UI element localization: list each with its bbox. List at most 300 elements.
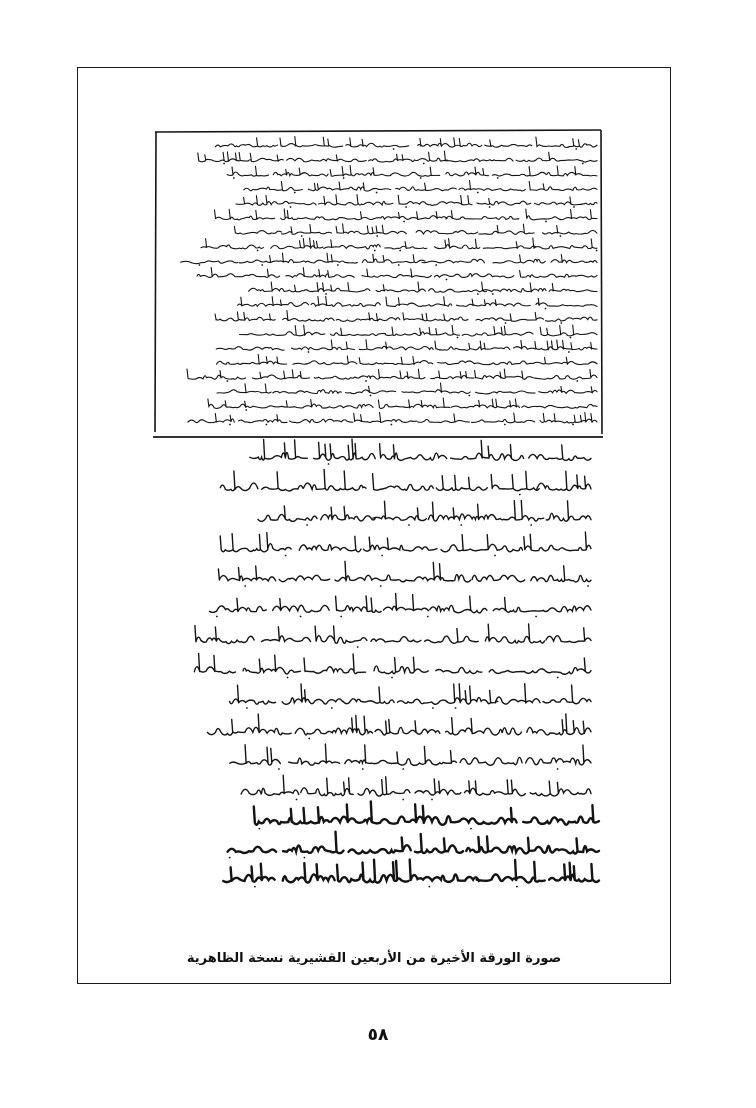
handwriting-stroke xyxy=(273,390,342,394)
handwriting-stroke xyxy=(530,781,591,796)
handwriting-stroke xyxy=(526,745,591,765)
handwriting-dot xyxy=(199,264,201,266)
handwriting-stroke xyxy=(479,224,534,234)
handwriting-stroke xyxy=(526,209,597,220)
handwriting-stroke xyxy=(389,804,451,825)
handwriting-dot xyxy=(568,351,570,353)
handwriting-stroke xyxy=(385,325,459,335)
handwriting-dot xyxy=(446,279,448,281)
handwriting-stroke xyxy=(436,476,487,491)
handwriting-stroke xyxy=(390,167,440,176)
handwriting-stroke xyxy=(295,716,372,735)
handwriting-dot xyxy=(576,380,578,382)
handwriting-dot xyxy=(557,768,559,770)
handwriting-stroke xyxy=(273,168,328,176)
handwriting-stroke xyxy=(495,684,540,704)
handwriting-stroke xyxy=(533,238,597,249)
handwriting-stroke xyxy=(546,501,591,521)
handwriting-stroke xyxy=(188,414,235,423)
handwriting-stroke xyxy=(319,195,393,205)
handwriting-stroke xyxy=(429,289,487,293)
handwriting-stroke xyxy=(308,182,390,191)
handwriting-stroke xyxy=(446,684,498,704)
handwriting-dot xyxy=(432,707,434,709)
handwriting-stroke xyxy=(370,369,425,379)
handwriting-stroke xyxy=(380,444,447,461)
handwriting-stroke xyxy=(534,197,597,205)
handwriting-dot xyxy=(304,857,306,859)
handwriting-stroke xyxy=(529,445,591,460)
handwriting-stroke xyxy=(551,255,597,263)
handwriting-stroke xyxy=(315,626,367,643)
handwriting-stroke xyxy=(195,626,254,644)
handwriting-stroke xyxy=(241,775,299,795)
handwriting-dot xyxy=(402,799,404,801)
handwriting-stroke xyxy=(198,152,283,162)
handwriting-dot xyxy=(223,163,225,165)
handwriting-dot xyxy=(587,585,589,587)
handwriting-stroke xyxy=(472,575,525,581)
handwriting-dot xyxy=(560,235,562,237)
handwriting-stroke xyxy=(516,152,597,162)
handwriting-stroke xyxy=(428,502,488,521)
handwriting-stroke xyxy=(287,155,367,162)
handwriting-dot xyxy=(429,886,431,888)
handwriting-stroke xyxy=(240,325,325,336)
handwriting-stroke xyxy=(244,182,303,191)
handwriting-stroke xyxy=(280,137,343,148)
handwriting-stroke xyxy=(491,472,539,491)
handwriting-stroke xyxy=(201,239,263,249)
handwriting-stroke xyxy=(543,685,591,704)
handwriting-stroke xyxy=(215,312,275,321)
handwriting-stroke xyxy=(359,340,433,350)
handwriting-dot xyxy=(545,221,547,223)
handwriting-stroke xyxy=(477,860,545,883)
handwriting-stroke xyxy=(220,533,291,552)
handwriting-stroke xyxy=(529,182,597,191)
handwriting-stroke xyxy=(346,386,396,393)
handwriting-stroke xyxy=(253,370,310,379)
handwriting-stroke xyxy=(418,414,470,423)
handwriting-stroke xyxy=(283,832,344,854)
handwriting-dot xyxy=(254,886,256,888)
handwriting-dot xyxy=(494,555,496,557)
handwriting-stroke xyxy=(234,227,281,235)
handwriting-stroke xyxy=(536,137,597,147)
handwriting-stroke xyxy=(402,383,470,393)
handwriting-stroke xyxy=(194,653,235,673)
handwriting-stroke xyxy=(345,745,392,764)
handwriting-stroke xyxy=(343,687,394,704)
handwriting-stroke xyxy=(536,298,597,306)
handwriting-stroke xyxy=(415,779,461,795)
handwriting-stroke xyxy=(513,357,597,364)
handwriting-stroke xyxy=(446,718,522,735)
handwriting-dot xyxy=(296,799,298,801)
handwriting-dot xyxy=(328,463,330,465)
handwriting-dot xyxy=(337,264,339,266)
handwriting-stroke xyxy=(451,399,519,408)
handwriting-dot xyxy=(573,206,575,208)
handwriting-stroke xyxy=(216,347,284,350)
handwriting-dot xyxy=(516,886,518,888)
lower-handwriting-lines xyxy=(223,801,599,887)
handwriting-dot xyxy=(229,857,231,859)
manuscript-handwriting xyxy=(153,126,603,894)
handwriting-stroke xyxy=(304,283,370,292)
handwriting-stroke xyxy=(520,271,597,278)
handwriting-stroke xyxy=(539,386,597,393)
handwriting-stroke xyxy=(301,778,354,796)
handwriting-stroke xyxy=(476,312,544,321)
handwriting-stroke xyxy=(527,714,591,735)
handwriting-stroke xyxy=(223,864,274,882)
handwriting-stroke xyxy=(488,500,544,521)
handwriting-stroke xyxy=(534,369,597,379)
handwriting-dot xyxy=(261,264,263,266)
handwriting-stroke xyxy=(262,472,303,491)
handwriting-stroke xyxy=(358,777,410,796)
handwriting-stroke xyxy=(314,376,370,379)
handwriting-dot xyxy=(460,524,462,526)
handwriting-stroke xyxy=(281,209,362,220)
handwriting-stroke xyxy=(227,166,269,176)
handwriting-stroke xyxy=(537,658,591,674)
handwriting-stroke xyxy=(362,254,425,263)
handwriting-stroke xyxy=(436,667,482,673)
handwriting-stroke xyxy=(546,317,598,321)
handwriting-stroke xyxy=(384,593,429,610)
handwriting-stroke xyxy=(531,566,591,582)
handwriting-stroke xyxy=(181,261,238,264)
handwriting-stroke xyxy=(374,657,428,674)
handwriting-stroke xyxy=(337,860,409,883)
handwriting-dot xyxy=(403,221,405,223)
handwriting-stroke xyxy=(430,596,487,613)
handwriting-stroke xyxy=(460,757,522,765)
handwriting-stroke xyxy=(299,536,361,552)
handwriting-dot xyxy=(405,206,407,208)
handwriting-dot xyxy=(408,524,410,526)
handwriting-stroke xyxy=(465,780,526,796)
handwriting-stroke xyxy=(330,328,385,335)
handwriting-dot xyxy=(457,337,459,339)
handwriting-dot xyxy=(266,424,268,426)
handwriting-dot xyxy=(570,337,572,339)
handwriting-dot xyxy=(306,524,308,526)
handwriting-stroke xyxy=(415,834,463,853)
handwriting-stroke xyxy=(291,340,354,350)
manuscript-image xyxy=(153,126,603,894)
handwriting-stroke xyxy=(373,474,434,491)
handwriting-stroke xyxy=(336,596,382,613)
handwriting-stroke xyxy=(543,226,597,235)
handwriting-stroke xyxy=(321,507,376,521)
handwriting-stroke xyxy=(197,268,280,278)
handwriting-dot xyxy=(376,235,378,237)
handwriting-stroke xyxy=(304,654,366,674)
handwriting-stroke xyxy=(243,655,300,674)
handwriting-stroke xyxy=(438,361,512,365)
handwriting-dot xyxy=(402,768,404,770)
handwriting-stroke xyxy=(537,471,591,490)
handwriting-stroke xyxy=(483,242,535,249)
handwriting-dot xyxy=(340,616,342,618)
handwriting-stroke xyxy=(331,801,388,823)
handwriting-dot xyxy=(287,677,289,679)
handwriting-stroke xyxy=(522,404,597,408)
handwriting-stroke xyxy=(293,356,357,365)
handwriting-stroke xyxy=(451,440,524,460)
handwriting-dot xyxy=(393,148,395,150)
handwriting-stroke xyxy=(476,391,535,394)
handwriting-stroke xyxy=(230,745,281,765)
handwriting-stroke xyxy=(349,837,411,853)
handwriting-dot xyxy=(257,250,259,252)
handwriting-stroke xyxy=(441,535,523,552)
handwriting-dot xyxy=(285,555,287,557)
handwriting-stroke xyxy=(416,230,478,234)
handwriting-stroke xyxy=(290,419,353,422)
handwriting-dot xyxy=(575,148,577,150)
handwriting-stroke xyxy=(209,598,266,612)
handwriting-stroke xyxy=(452,808,517,824)
handwriting-stroke xyxy=(523,805,599,824)
handwriting-stroke xyxy=(362,269,431,278)
handwriting-stroke xyxy=(378,398,449,408)
handwriting-dot xyxy=(391,424,393,426)
handwriting-stroke xyxy=(216,138,278,147)
handwriting-dot xyxy=(468,395,470,397)
handwriting-stroke xyxy=(549,863,599,882)
handwriting-stroke xyxy=(283,863,335,882)
figure-caption: صورة الورقة الأخيرة من الأربعين القشيرية نسخة الظاهرية xyxy=(186,951,562,966)
handwriting-stroke xyxy=(492,167,546,176)
handwriting-dot xyxy=(504,424,506,426)
handwriting-dot xyxy=(477,293,479,295)
handwriting-stroke xyxy=(330,166,391,177)
handwriting-dot xyxy=(229,424,231,426)
handwriting-dot xyxy=(365,380,367,382)
handwriting-dot xyxy=(492,293,494,295)
handwriting-stroke xyxy=(282,225,332,235)
handwriting-stroke xyxy=(283,311,335,321)
handwriting-dot xyxy=(357,646,359,648)
page-number: ٥٨ xyxy=(367,1025,389,1045)
handwriting-stroke xyxy=(546,628,591,643)
handwriting-dot xyxy=(497,177,499,179)
handwriting-dot xyxy=(596,250,598,252)
handwriting-dot xyxy=(308,738,310,740)
handwriting-stroke xyxy=(403,313,468,321)
handwriting-dot xyxy=(477,192,479,194)
handwriting-stroke xyxy=(215,210,275,220)
handwriting-dot xyxy=(435,264,437,266)
handwriting-stroke xyxy=(524,532,591,551)
handwriting-stroke xyxy=(311,297,380,307)
handwriting-stroke xyxy=(258,506,317,522)
handwriting-stroke xyxy=(249,282,303,292)
handwriting-stroke xyxy=(364,537,438,551)
handwriting-stroke xyxy=(485,140,532,147)
handwriting-dot xyxy=(572,424,574,426)
handwriting-dot xyxy=(489,206,491,208)
handwriting-stroke xyxy=(282,684,342,704)
handwriting-stroke xyxy=(289,744,340,765)
handwriting-stroke xyxy=(398,699,448,704)
handwriting-stroke xyxy=(425,629,479,644)
handwriting-stroke xyxy=(254,806,329,824)
handwriting-stroke xyxy=(396,183,457,191)
handwriting-dot xyxy=(301,235,303,237)
handwriting-stroke xyxy=(435,341,510,350)
handwriting-dot xyxy=(259,828,261,830)
handwriting-stroke xyxy=(446,211,519,220)
handwriting-dot xyxy=(398,264,400,266)
handwriting-stroke xyxy=(466,837,534,854)
handwriting-dot xyxy=(399,250,401,252)
handwriting-stroke xyxy=(217,384,271,393)
handwriting-stroke xyxy=(273,599,330,613)
handwriting-stroke xyxy=(540,325,597,336)
handwriting-stroke xyxy=(540,413,597,423)
handwriting-stroke xyxy=(294,400,373,409)
handwriting-dot xyxy=(246,707,248,709)
handwriting-stroke xyxy=(543,606,591,612)
handwriting-dot xyxy=(325,293,327,295)
handwriting-stroke xyxy=(386,297,452,307)
handwriting-stroke xyxy=(398,195,472,205)
handwriting-dot xyxy=(381,555,383,557)
handwriting-stroke xyxy=(489,670,536,674)
handwriting-dot xyxy=(300,616,302,618)
handwriting-dot xyxy=(455,707,457,709)
handwriting-stroke xyxy=(446,167,489,176)
handwriting-stroke xyxy=(228,847,276,853)
handwriting-stroke xyxy=(220,471,258,491)
handwriting-stroke xyxy=(208,399,294,408)
handwriting-stroke xyxy=(217,355,287,365)
handwriting-dot xyxy=(427,616,429,618)
handwriting-stroke xyxy=(549,283,597,291)
handwriting-dot xyxy=(380,585,382,587)
handwriting-stroke xyxy=(375,719,440,735)
handwriting-dot xyxy=(519,494,521,496)
handwriting-stroke xyxy=(361,212,448,220)
handwriting-dot xyxy=(535,616,537,618)
handwriting-stroke xyxy=(482,282,546,292)
handwriting-dot xyxy=(560,322,562,324)
handwriting-stroke xyxy=(385,242,427,249)
handwriting-dot xyxy=(423,163,425,165)
handwriting-dot xyxy=(505,322,507,324)
handwriting-dot xyxy=(545,308,547,310)
handwriting-dot xyxy=(530,524,532,526)
handwriting-dot xyxy=(216,616,218,618)
handwriting-dot xyxy=(278,768,280,770)
handwriting-dot xyxy=(233,177,235,179)
handwriting-stroke xyxy=(459,181,526,191)
handwriting-stroke xyxy=(314,439,376,460)
handwriting-dot xyxy=(227,380,229,382)
handwriting-stroke xyxy=(514,340,597,350)
handwriting-stroke xyxy=(336,313,400,322)
handwriting-stroke xyxy=(434,239,479,249)
handwriting-stroke xyxy=(271,238,323,249)
handwriting-stroke xyxy=(346,138,409,147)
handwriting-stroke xyxy=(262,627,311,642)
handwriting-dot xyxy=(290,206,292,208)
handwriting-stroke xyxy=(335,561,399,581)
handwriting-dot xyxy=(294,192,296,194)
handwriting-stroke xyxy=(207,714,291,735)
handwriting-stroke xyxy=(400,562,471,582)
handwriting-stroke xyxy=(324,240,381,249)
handwriting-stroke xyxy=(239,415,288,423)
handwriting-dot xyxy=(582,163,584,165)
handwriting-stroke xyxy=(279,575,330,581)
handwriting-stroke xyxy=(376,282,425,292)
handwriting-dot xyxy=(374,250,376,252)
handwriting-stroke xyxy=(493,597,543,612)
handwriting-stroke xyxy=(239,253,294,263)
handwriting-stroke xyxy=(547,166,597,176)
handwriting-stroke xyxy=(435,274,514,278)
handwriting-stroke xyxy=(373,501,426,520)
handwriting-dot xyxy=(376,192,378,194)
handwriting-dot xyxy=(331,707,333,709)
handwriting-stroke xyxy=(535,838,599,853)
handwriting-stroke xyxy=(371,637,421,642)
handwriting-stroke xyxy=(493,255,545,263)
upper-handwriting-lines xyxy=(181,137,598,426)
handwriting-stroke xyxy=(472,413,535,423)
handwriting-stroke xyxy=(187,369,246,379)
handwriting-stroke xyxy=(230,685,276,704)
handwriting-stroke xyxy=(286,268,355,278)
handwriting-stroke xyxy=(392,747,457,766)
handwriting-stroke xyxy=(444,151,513,162)
handwriting-stroke xyxy=(304,470,367,491)
handwriting-stroke xyxy=(418,138,482,147)
handwriting-stroke xyxy=(236,196,316,206)
handwriting-dot xyxy=(470,828,472,830)
middle-handwriting-lines xyxy=(194,439,591,800)
handwriting-stroke xyxy=(336,224,406,234)
handwriting-dot xyxy=(343,177,345,179)
handwriting-stroke xyxy=(431,371,474,379)
handwriting-stroke xyxy=(218,566,275,581)
handwriting-stroke xyxy=(250,440,307,461)
handwriting-stroke xyxy=(422,259,485,262)
handwriting-stroke xyxy=(354,412,417,422)
handwriting-stroke xyxy=(369,152,448,162)
handwriting-stroke xyxy=(462,326,533,336)
handwriting-stroke xyxy=(238,297,309,307)
handwriting-stroke xyxy=(477,199,531,206)
handwriting-stroke xyxy=(359,357,433,365)
handwriting-stroke xyxy=(410,860,479,882)
handwriting-dot xyxy=(370,395,372,397)
handwriting-dot xyxy=(431,799,433,801)
handwriting-dot xyxy=(244,585,246,587)
handwriting-stroke xyxy=(475,369,533,379)
handwriting-stroke xyxy=(485,624,544,643)
handwriting-dot xyxy=(391,677,393,679)
handwriting-stroke xyxy=(295,253,358,263)
handwriting-dot xyxy=(245,409,247,411)
